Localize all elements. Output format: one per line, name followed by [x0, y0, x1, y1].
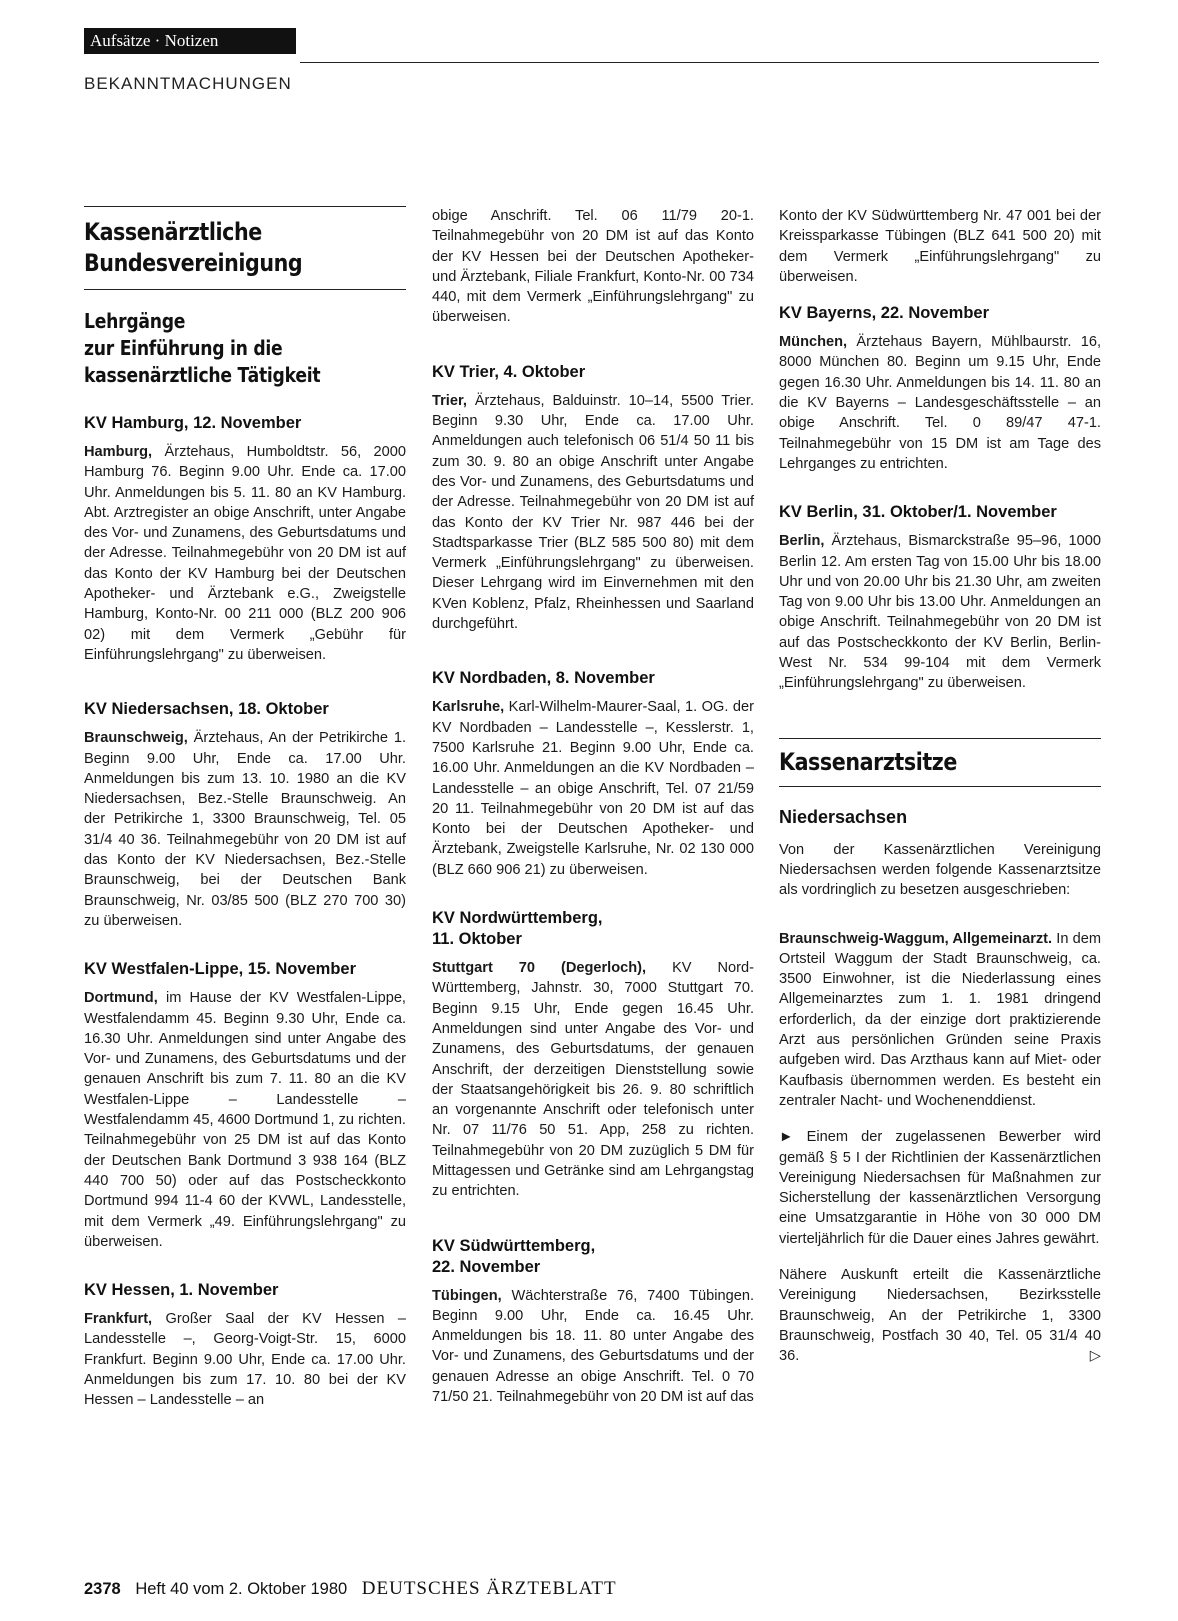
- kv-nordbaden-text: Karlsruhe, Karl-Wilhelm-Maurer-Saal, 1. OG. der KV Nordbaden – Landesstelle –, Kesslerstr. 1, 7500 Karlsruhe 21. Beginn 9.00 Uhr, Ende ca. 16.00 Uhr. Anmeldungen an die KV Nordbaden – Landesstelle – an obige Anschrift, Tel. 07 21/59 20 11. Teilnahmegebühr von 20 DM ist auf das Konto bei der Deutschen Apotheker- und Ärztebank, Zweigstelle Karlsruhe, Nr. 02 130 000 (BLZ 660 906 21) zu überweisen.: [432, 699, 754, 878]
- page-number: 2378: [84, 1580, 121, 1598]
- kv-hamburg-text: Hamburg, Ärztehaus, Humboldtstr. 56, 2000 Hamburg 76. Beginn 9.00 Uhr. Ende ca. 17.00 Uhr. Anmeldungen bis 5. 11. 80 an KV Hamburg. Abt. Arztregister an obige Anschrift, unter Angabe des Vor- und Zunamens, des Geburtsdatums und der Adresse. Teilnahmegebühr von 20 DM ist auf das Konto der KV Hamburg bei der Deutschen Apotheker- und Ärztebank e.G., Zweigstelle Hamburg, Konto-Nr. 00 211 000 (BLZ 200 906 02) mit dem Vermerk „Gebühr für Einführungslehrgang" zu überweisen.: [84, 444, 406, 663]
- bullet-arrow-icon: ►: [779, 1129, 794, 1146]
- kv-hessen-continued: obige Anschrift. Tel. 06 11/79 20-1. Teilnahmegebühr von 20 DM ist auf das Konto der KV Hessen bei der Deutschen Apotheker- und Ärztebank, Filiale Frankfurt, Konto-Nr. 00 734 440, mit dem Vermerk „Einführungslehrgang" zu überweisen.: [432, 208, 754, 326]
- kv-westfalen-text: Dortmund, im Hause der KV Westfalen-Lippe, Westfalendamm 45. Beginn 9.30 Uhr, Ende ca. 16.30 Uhr. Anmeldungen sind unter Angabe des Vor- und Zunamens, des Geburtsdatums und der genauen Anschrift bis zum 7. 11. 80 an die KV Westfalen-Lippe – Landesstelle – Westfalendamm 45, 4600 Dortmund 1, zu richten. Teilnahmegebühr von 25 DM ist auf das Konto der Deutschen Bank Dortmund 3 938 164 (BLZ 440 700 50) oder auf das Postscheckkonto Dortmund 994 11-4 60 der KVWL, Landesstelle, mit dem Vermerk „49. Einführungslehrgang" zu überweisen.: [84, 990, 406, 1250]
- kv-hamburg-heading: KV Hamburg, 12. November: [84, 414, 302, 432]
- kv-nordbaden-heading: KV Nordbaden, 8. November: [432, 669, 655, 688]
- article-title: Lehrgänge zur Einführung in die kassenärztliche Tätigkeit: [84, 309, 321, 387]
- kv-niedersachsen-heading: KV Niedersachsen, 18. Oktober: [84, 700, 329, 719]
- kv-berlin-heading: KV Berlin, 31. Oktober/1. November: [779, 503, 1057, 522]
- continue-arrow-icon: ▷: [1089, 1348, 1101, 1365]
- kv-bayerns-heading: KV Bayerns, 22. November: [779, 304, 990, 323]
- kv-suedwuerttemberg-text: Tübingen, Wächterstraße 76, 7400 Tübingen. Beginn 9.00 Uhr, Ende ca. 16.45 Uhr. Anmeldungen bis 18. 11. 80 unter Angabe des Vor- und Zunamens, des Geburtsdatums und der genauen Adresse an obige Anschrift. Tel. 0 70 71/50 21. Teilnahmegebühr von 20 DM ist auf das: [432, 1287, 754, 1406]
- braunschweig-waggum-text: Braunschweig-Waggum, Allgemeinarzt. In dem Ortsteil Waggum der Stadt Braunschweig, ca. 3500 Einwohner, ist die Niederlassung eines Allgemeinarztes zum 1. 1. 1981 dringend erforderlich, da der einzige dort praktizierende Arzt aus persönlichen Gründen seine Praxis aufgeben wird. Das Arzthaus kann auf Miet- oder Kaufbasis übernommen werden. Es besteht ein zentraler Nacht- und Wochenenddienst.: [779, 930, 1101, 1109]
- kv-suedwuerttemberg-continued: Konto der KV Südwürttemberg Nr. 47 001 bei der Kreissparkasse Tübingen (BLZ 641 500 20) mit dem Vermerk „Einführungslehrgang" zu überweisen.: [779, 208, 1101, 285]
- issue-info: Heft 40 vom 2. Oktober 1980: [135, 1580, 348, 1598]
- umsatzgarantie-text: ► Einem der zugelassenen Bewerber wird gemäß § 5 I der Richtlinien der Kassenärztlichen Vereinigung Niedersachsen für Maßnahmen zur Sicherstellung der kassenärztlichen Versorgung eine Umsatzgarantie in Höhe von 30 000 DM vierteljährlich für die Dauer eines Jahres gewährt.: [779, 1129, 1101, 1247]
- section-label: BEKANNTMACHUNGEN: [84, 74, 292, 93]
- auskunft-text: Nähere Auskunft erteilt die Kassenärztliche Vereinigung Niedersachsen, Bezirksstelle Braunschweig, An der Petrikirche 1, 3300 Braunschweig, Postfach 30 40, Tel. 05 31/4 40 36. ▷: [779, 1265, 1101, 1366]
- kv-hessen-text: Frankfurt, Großer Saal der KV Hessen – Landesstelle –, Georg-Voigt-Str. 15, 6000 Frankfurt. Beginn 9.00 Uhr, Ende ca. 17.00 Uhr. Anmeldungen bis zum 17. 10. 80 bei der KV Hessen – Landesstelle – an: [84, 1311, 406, 1409]
- sitze-intro: Von der Kassenärztlichen Vereinigung Niedersachsen werden folgende Kassenarztsitze als vordringlich zu besetzen ausgeschrieben:: [779, 841, 1101, 899]
- column-1: [84, 206, 406, 1411]
- column-3: [779, 206, 1101, 1366]
- page-footer: [84, 1578, 617, 1600]
- kv-bayerns-text: München, Ärztehaus Bayern, Mühlbaurstr. 16, 8000 München 80. Beginn um 9.15 Uhr, Ende gegen 16.30 Uhr. Anmeldungen bis 14. 11. 80 an die KV Bayerns – Landesgeschäftsstelle – an obige Anschrift. Tel. 0 89/47 47-1. Teilnahmegebühr von 15 DM ist am Tage des Lehrganges zu entrichten.: [779, 334, 1101, 472]
- kv-suedwuerttemberg-heading: KV Südwürttemberg, 22. November: [432, 1236, 596, 1276]
- rubric-tag: Aufsätze · Notizen: [84, 28, 296, 54]
- kv-westfalen-heading: KV Westfalen-Lippe, 15. November: [84, 960, 357, 979]
- kassenarztsitze-title: Kassenarztsitze: [779, 747, 957, 776]
- kv-niedersachsen-text: Braunschweig, Ärztehaus, An der Petrikirche 1. Beginn 9.00 Uhr, Ende ca. 17.00 Uhr. Anmeldungen bis zum 13. 10. 1980 an die KV Niedersachsen, Bez.-Stelle Braunschweig. An der Petrikirche 1, 3300 Braunschweig, Tel. 05 31/4 40 36. Teilnahmegebühr von 20 DM ist auf das Konto der KV Niedersachsen, Bez.-Stelle Braunschweig, bei der Deutschen Bank Braunschweig, Nr. 03/85 500 (BLZ 270 700 30) zu überweisen.: [84, 730, 406, 929]
- column-2: [432, 206, 754, 1407]
- kv-trier-heading: KV Trier, 4. Oktober: [432, 362, 586, 381]
- org-title: Kassenärztliche Bundesvereinigung: [84, 218, 303, 277]
- kv-berlin-text: Berlin, Ärztehaus, Bismarckstraße 95–96, 1000 Berlin 12. Am ersten Tag von 15.00 Uhr bis 18.00 Uhr und von 20.00 Uhr bis 21.30 Uhr, am zweiten Tag von 9.00 Uhr bis 13.00 Uhr. Anmeldungen an obige Anschrift. Teilnahmegebühr von 20 DM ist auf das Postscheckkonto der KV Berlin, Berlin-West Nr. 534 99-104 mit dem Vermerk „Einführungslehrgang" zu überweisen.: [779, 533, 1101, 692]
- kv-nordwuerttemberg-text: Stuttgart 70 (Degerloch), KV Nord-Württemberg, Jahnstr. 30, 7000 Stuttgart 70. Beginn 9.15 Uhr, Ende gegen 16.45 Uhr. Anmeldungen sind unter Angabe des Vor- und Zunamens, des Geburtsdatums, der genauen Anschrift, der derzeitigen Dienststellung sowie der Staatsangehörigkeit bis 26. 9. 80 schriftlich an vorgenannte Anschrift oder telefonisch unter Nr. 07 11/76 50 51. App, 258 zu richten. Teilnahmegebühr von 20 DM zuzüglich 5 DM für Mittagessen und Getränke sind am Lehrgangstag zu entrichten.: [432, 960, 754, 1200]
- header-rule: [300, 62, 1099, 63]
- kv-nordwuerttemberg-heading: KV Nordwürttemberg, 11. Oktober: [432, 909, 603, 949]
- niedersachsen-subheading: Niedersachsen: [779, 806, 908, 827]
- journal-name: DEUTSCHES ÄRZTEBLATT: [361, 1578, 617, 1599]
- kv-trier-text: Trier, Ärztehaus, Balduinstr. 10–14, 5500 Trier. Beginn 9.30 Uhr, Ende ca. 17.00 Uhr. Anmeldungen auch telefonisch 06 51/4 50 11 bis zum 30. 9. 80 an obige Anschrift unter Angabe des Vor- und Zunamens, des Geburtsdatums und der Adresse. Teilnahmegebühr von 20 DM ist auf das Konto der KV Trier Nr. 987 446 bei der Stadtsparkasse Trier (BLZ 585 500 80) mit dem Vermerk „Einführungslehrgang" zu überweisen. Dieser Lehrgang wird im Einvernehmen mit den KVen Koblenz, Pfalz, Rheinhessen und Saarland durchgeführt.: [432, 392, 754, 633]
- kv-hessen-heading: KV Hessen, 1. November: [84, 1281, 279, 1300]
